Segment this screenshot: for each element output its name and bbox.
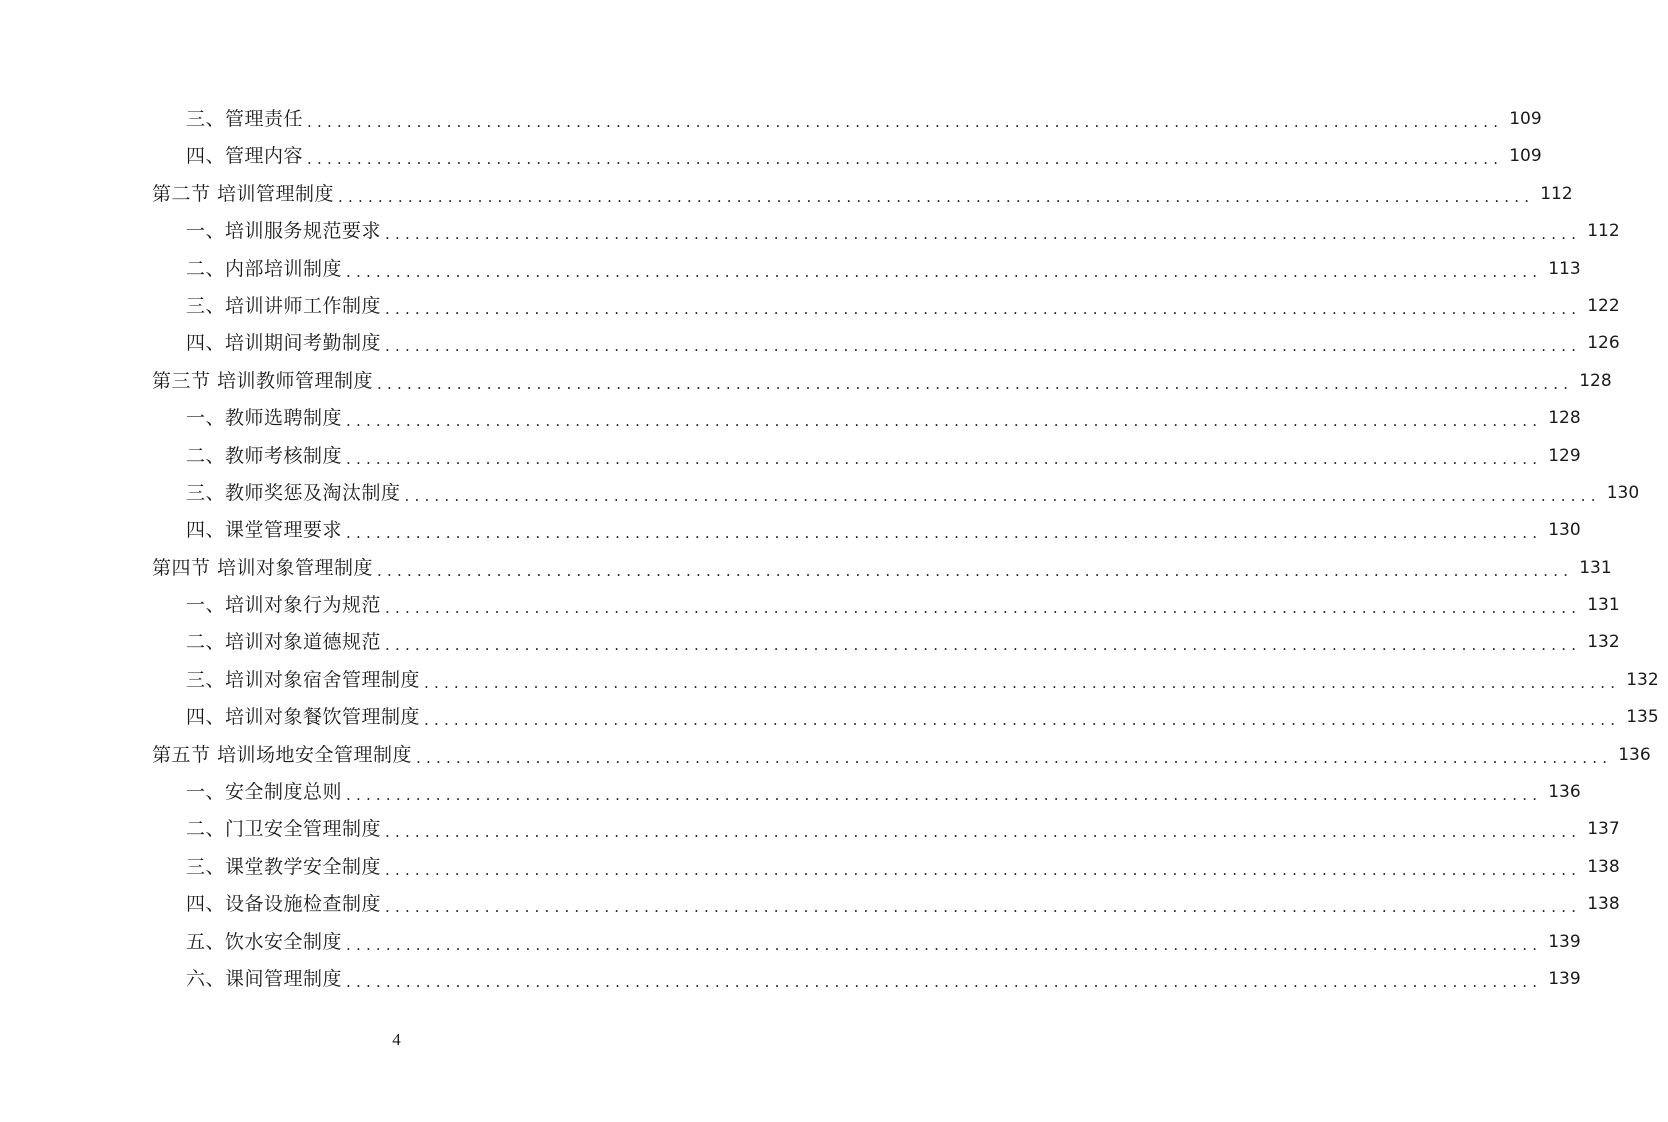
toc-entry-page-number: 113: [1548, 258, 1581, 279]
toc-entry-label: 四、培训对象餐饮管理制度: [186, 706, 421, 729]
toc-subsection-entry[interactable]: [0, 624, 1620, 661]
toc-leader-dots: ........................................................................................................................: [385, 599, 1582, 618]
toc-section-entry[interactable]: [0, 550, 1612, 587]
toc-entry-page-number: 112: [1587, 221, 1620, 242]
toc-entry-page-number: 139: [1548, 968, 1581, 989]
toc-entry-label: 四、课堂管理要求: [186, 519, 343, 542]
toc-entry-page-number: 136: [1548, 782, 1581, 803]
toc-leader-dots: ........................................................................................................................: [385, 337, 1582, 356]
toc-subsection-entry[interactable]: [0, 138, 1542, 175]
toc-entry-page-number: 135: [1626, 707, 1659, 728]
toc-entry-page-number: 132: [1587, 632, 1620, 653]
toc-subsection-entry[interactable]: [0, 251, 1581, 288]
toc-leader-dots: ........................................................................................................................: [385, 898, 1582, 917]
toc-entry-page-number: 138: [1587, 894, 1620, 915]
toc-leader-dots: ........................................................................................................................: [385, 823, 1582, 842]
toc-entry-label: 三、管理责任: [186, 108, 304, 130]
toc-entry-page-number: 139: [1548, 931, 1581, 952]
toc-entry-page-number: 109: [1509, 109, 1542, 129]
toc-entry-page-number: 126: [1587, 333, 1620, 354]
toc-entry-label: 四、设备设施检查制度: [186, 893, 382, 916]
toc-leader-dots: ........................................................................................................................: [424, 711, 1621, 730]
toc-entry-label: 一、培训服务规范要求: [186, 220, 382, 243]
toc-entry-label: 第五节 培训场地安全管理制度: [152, 743, 413, 766]
toc-leader-dots: ........................................................................................................................: [424, 673, 1621, 692]
toc-section-entry[interactable]: [0, 737, 1651, 774]
toc-leader-dots: ........................................................................................................................: [346, 524, 1543, 543]
toc-entry-label: 三、课堂教学安全制度: [186, 855, 382, 878]
toc-subsection-entry[interactable]: [0, 438, 1581, 475]
table-of-contents: [0, 101, 1659, 998]
toc-leader-dots: ........................................................................................................................: [385, 636, 1582, 655]
toc-subsection-entry[interactable]: [0, 811, 1620, 848]
toc-entry-label: 四、培训期间考勤制度: [186, 332, 382, 355]
toc-entry-label: 二、内部培训制度: [186, 257, 343, 280]
toc-subsection-entry[interactable]: [0, 699, 1659, 736]
toc-entry-label: 第三节 培训教师管理制度: [152, 369, 374, 392]
toc-leader-dots: ........................................................................................................................: [416, 748, 1613, 767]
toc-subsection-entry[interactable]: [0, 213, 1620, 250]
toc-leader-dots: ........................................................................................................................: [377, 561, 1574, 580]
toc-subsection-entry[interactable]: [0, 924, 1581, 961]
toc-section-entry[interactable]: [0, 363, 1612, 400]
toc-subsection-entry[interactable]: [0, 961, 1581, 998]
toc-entry-page-number: 112: [1540, 183, 1573, 204]
toc-entry-label: 三、培训讲师工作制度: [186, 294, 382, 317]
toc-entry-page-number: 132: [1626, 669, 1659, 690]
toc-leader-dots: ........................................................................................................................: [346, 972, 1543, 991]
toc-entry-label: 三、教师奖惩及淘汰制度: [186, 481, 401, 504]
toc-leader-dots: ........................................................................................................................: [307, 150, 1504, 169]
toc-entry-label: 一、培训对象行为规范: [186, 594, 382, 617]
toc-entry-label: 二、门卫安全管理制度: [186, 818, 382, 841]
toc-subsection-entry[interactable]: [0, 774, 1581, 811]
toc-subsection-entry[interactable]: [0, 662, 1659, 699]
toc-leader-dots: ........................................................................................................................: [385, 299, 1582, 318]
toc-leader-dots: ........................................................................................................................: [346, 935, 1543, 954]
toc-leader-dots: ........................................................................................................................: [346, 449, 1543, 468]
toc-entry-page-number: 138: [1587, 856, 1620, 877]
toc-subsection-entry[interactable]: [0, 512, 1581, 549]
toc-entry-page-number: 128: [1548, 408, 1581, 429]
toc-leader-dots: ........................................................................................................................: [346, 262, 1543, 281]
toc-entry-page-number: 130: [1548, 520, 1581, 541]
toc-subsection-entry[interactable]: [0, 849, 1620, 886]
toc-entry-label: 二、培训对象道德规范: [186, 631, 382, 654]
toc-subsection-entry[interactable]: [0, 400, 1581, 437]
page-number: 4: [392, 1030, 401, 1049]
toc-leader-dots: ........................................................................................................................: [307, 113, 1504, 131]
toc-subsection-entry[interactable]: [0, 288, 1620, 325]
toc-entry-page-number: 131: [1587, 595, 1620, 616]
toc-subsection-entry[interactable]: [0, 886, 1620, 923]
toc-section-entry[interactable]: [0, 176, 1573, 213]
toc-entry-page-number: 131: [1579, 557, 1612, 578]
toc-subsection-entry[interactable]: [0, 587, 1620, 624]
toc-subsection-entry[interactable]: [0, 475, 1640, 512]
toc-subsection-entry[interactable]: [0, 325, 1620, 362]
toc-entry-label: 三、培训对象宿舍管理制度: [186, 668, 421, 691]
toc-entry-label: 第二节 培训管理制度: [152, 182, 335, 205]
toc-entry-page-number: 129: [1548, 445, 1581, 466]
toc-entry-page-number: 128: [1579, 370, 1612, 391]
toc-entry-page-number: 137: [1587, 819, 1620, 840]
toc-entry-page-number: 130: [1606, 482, 1640, 503]
toc-entry-page-number: 136: [1618, 744, 1651, 765]
toc-leader-dots: ........................................................................................................................: [377, 374, 1574, 393]
toc-leader-dots: ........................................................................................................................: [346, 786, 1543, 805]
toc-leader-dots: ........................................................................................................................: [385, 225, 1582, 244]
toc-entry-label: 二、教师考核制度: [186, 444, 343, 467]
toc-subsection-entry[interactable]: [0, 101, 1542, 138]
toc-leader-dots: ........................................................................................................................: [385, 860, 1582, 879]
toc-entry-page-number: 109: [1509, 146, 1542, 167]
toc-leader-dots: ........................................................................................................................: [338, 187, 1535, 206]
toc-entry-label: 一、安全制度总则: [186, 781, 343, 804]
toc-entry-label: 四、管理内容: [186, 145, 304, 168]
toc-entry-label: 第四节 培训对象管理制度: [152, 556, 374, 579]
toc-entry-label: 五、饮水安全制度: [186, 930, 343, 953]
toc-entry-label: 六、课间管理制度: [186, 967, 343, 990]
toc-entry-page-number: 122: [1587, 295, 1620, 316]
toc-leader-dots: ........................................................................................................................: [346, 412, 1543, 431]
toc-entry-label: 一、教师选聘制度: [186, 407, 343, 430]
toc-leader-dots: ........................................................................................................................: [404, 486, 1601, 505]
